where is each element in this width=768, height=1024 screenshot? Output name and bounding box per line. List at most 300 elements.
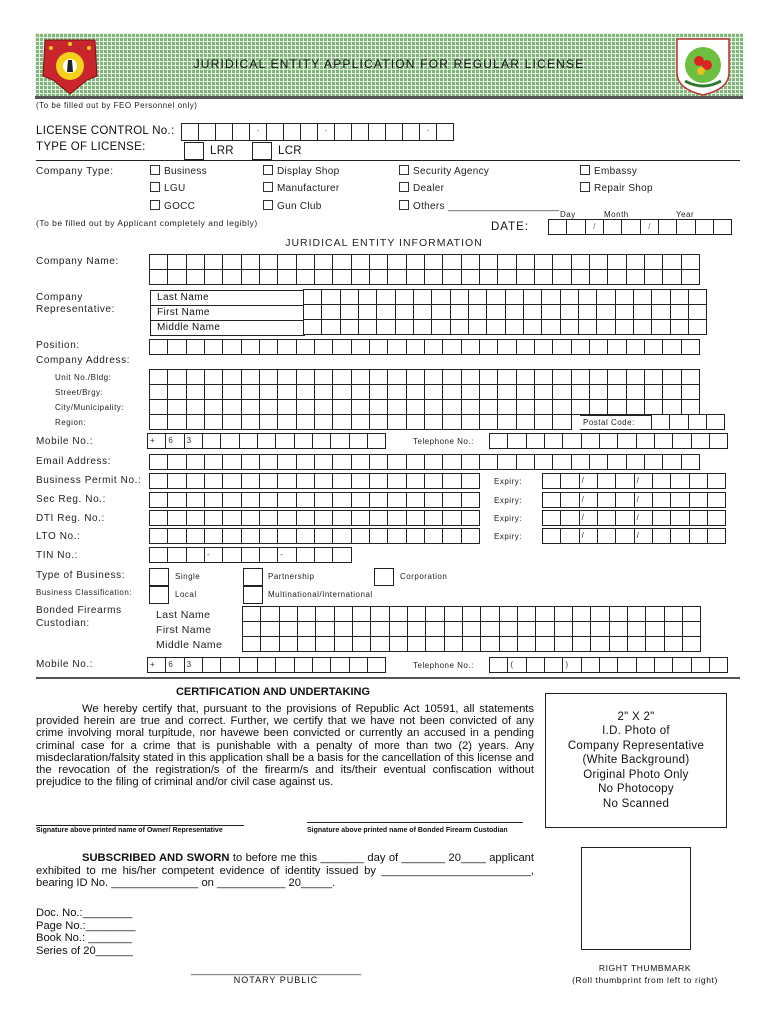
input-cell[interactable] <box>369 528 388 544</box>
input-cell[interactable] <box>489 657 508 673</box>
input-cell[interactable] <box>314 454 333 470</box>
input-cell[interactable] <box>709 657 728 673</box>
input-cell[interactable] <box>486 304 505 320</box>
input-cell[interactable]: - <box>204 547 223 563</box>
input-cell[interactable] <box>332 473 351 489</box>
input-cell[interactable] <box>636 657 655 673</box>
input-cell[interactable] <box>387 492 406 508</box>
input-cell[interactable] <box>314 369 333 385</box>
company-type-gocc[interactable]: GOCC <box>150 200 195 212</box>
input-cell[interactable] <box>442 384 461 400</box>
input-cell[interactable] <box>314 399 333 415</box>
input-cell[interactable] <box>352 621 371 637</box>
input-cell[interactable] <box>241 510 260 526</box>
input-cell[interactable] <box>204 510 223 526</box>
input-cell[interactable] <box>644 269 663 285</box>
input-cell[interactable] <box>589 454 608 470</box>
checkbox-icon[interactable] <box>399 200 409 210</box>
input-cell[interactable] <box>670 492 689 508</box>
input-cell[interactable] <box>480 636 499 652</box>
input-cell[interactable] <box>672 657 691 673</box>
input-cell[interactable] <box>351 339 370 355</box>
input-cell[interactable] <box>370 621 389 637</box>
input-cell[interactable] <box>424 384 443 400</box>
input-cell[interactable] <box>461 269 480 285</box>
input-cell[interactable] <box>259 528 278 544</box>
input-cell[interactable] <box>257 433 276 449</box>
input-cell[interactable] <box>167 339 186 355</box>
input-cell[interactable] <box>406 254 425 270</box>
input-cell[interactable] <box>186 269 205 285</box>
input-cell[interactable] <box>526 657 545 673</box>
input-cell[interactable] <box>294 433 313 449</box>
input-cell[interactable] <box>578 319 597 335</box>
input-cell[interactable] <box>222 547 241 563</box>
input-cell[interactable] <box>204 369 223 385</box>
input-cell[interactable] <box>259 547 278 563</box>
input-cell[interactable] <box>670 473 689 489</box>
input-cell[interactable] <box>607 369 626 385</box>
input-cell[interactable] <box>204 384 223 400</box>
input-cell[interactable] <box>599 657 618 673</box>
input-cell[interactable] <box>682 606 701 622</box>
checkbox-icon[interactable] <box>399 165 409 175</box>
company-type-security-agency[interactable]: Security Agency <box>399 165 489 177</box>
input-cell[interactable] <box>542 473 561 489</box>
input-cell[interactable] <box>259 384 278 400</box>
input-cell[interactable] <box>681 339 700 355</box>
input-cell[interactable] <box>259 454 278 470</box>
input-cell[interactable] <box>497 269 516 285</box>
input-cell[interactable] <box>352 606 371 622</box>
input-cell[interactable]: 3 <box>184 657 203 673</box>
input-cell[interactable] <box>450 289 469 305</box>
input-cell[interactable] <box>241 254 260 270</box>
input-cell[interactable] <box>407 636 426 652</box>
input-cell[interactable] <box>552 384 571 400</box>
input-cell[interactable] <box>560 473 579 489</box>
input-cell[interactable] <box>406 269 425 285</box>
company-name-input-line-2[interactable] <box>150 270 700 285</box>
input-cell[interactable] <box>571 269 590 285</box>
input-cell[interactable] <box>534 269 553 285</box>
input-cell[interactable] <box>706 414 725 430</box>
input-cell[interactable] <box>296 492 315 508</box>
input-cell[interactable] <box>186 492 205 508</box>
input-cell[interactable] <box>505 304 524 320</box>
input-cell[interactable] <box>571 369 590 385</box>
telephone-input[interactable] <box>490 434 728 449</box>
input-cell[interactable] <box>541 289 560 305</box>
input-cell[interactable] <box>424 454 443 470</box>
input-cell[interactable] <box>599 433 618 449</box>
input-cell[interactable] <box>406 510 425 526</box>
input-cell[interactable] <box>204 528 223 544</box>
input-cell[interactable] <box>242 636 261 652</box>
input-cell[interactable] <box>370 606 389 622</box>
input-cell[interactable] <box>691 433 710 449</box>
input-cell[interactable]: / <box>634 473 653 489</box>
input-cell[interactable] <box>321 289 340 305</box>
input-cell[interactable] <box>222 528 241 544</box>
input-cell[interactable] <box>505 289 524 305</box>
input-cell[interactable] <box>389 636 408 652</box>
input-cell[interactable] <box>554 606 573 622</box>
input-cell[interactable] <box>277 399 296 415</box>
input-cell[interactable] <box>615 510 634 526</box>
input-cell[interactable] <box>334 606 353 622</box>
input-cell[interactable] <box>204 339 223 355</box>
input-cell[interactable] <box>149 510 168 526</box>
input-cell[interactable] <box>534 454 553 470</box>
input-cell[interactable] <box>560 510 579 526</box>
input-cell[interactable] <box>369 269 388 285</box>
input-cell[interactable] <box>369 473 388 489</box>
input-cell[interactable] <box>259 492 278 508</box>
input-cell[interactable] <box>275 657 294 673</box>
input-cell[interactable] <box>406 454 425 470</box>
input-cell[interactable] <box>461 339 480 355</box>
input-cell[interactable] <box>589 384 608 400</box>
license-control-input[interactable]: - - - <box>182 124 454 141</box>
input-cell[interactable]: / <box>579 492 598 508</box>
input-cell[interactable]: 6 <box>165 657 184 673</box>
input-cell[interactable] <box>651 414 670 430</box>
input-cell[interactable] <box>626 369 645 385</box>
input-cell[interactable] <box>689 510 708 526</box>
input-cell[interactable] <box>332 384 351 400</box>
input-cell[interactable] <box>424 269 443 285</box>
input-cell[interactable] <box>222 254 241 270</box>
input-cell[interactable] <box>462 636 481 652</box>
input-cell[interactable] <box>480 606 499 622</box>
input-cell[interactable] <box>406 473 425 489</box>
input-cell[interactable] <box>682 636 701 652</box>
position-input[interactable] <box>150 340 700 355</box>
input-cell[interactable] <box>499 621 518 637</box>
partnership-checkbox[interactable] <box>243 568 263 586</box>
multinational-checkbox[interactable] <box>243 586 263 604</box>
input-cell[interactable] <box>186 528 205 544</box>
input-cell[interactable] <box>149 399 168 415</box>
input-cell[interactable] <box>297 636 316 652</box>
input-cell[interactable] <box>321 304 340 320</box>
input-cell[interactable] <box>523 289 542 305</box>
input-cell[interactable] <box>431 304 450 320</box>
input-cell[interactable] <box>260 636 279 652</box>
input-cell[interactable] <box>560 528 579 544</box>
checkbox-icon[interactable] <box>399 182 409 192</box>
input-cell[interactable] <box>167 399 186 415</box>
input-cell[interactable] <box>461 369 480 385</box>
input-cell[interactable] <box>369 339 388 355</box>
input-cell[interactable] <box>241 369 260 385</box>
input-cell[interactable] <box>332 492 351 508</box>
input-cell[interactable] <box>644 254 663 270</box>
input-cell[interactable] <box>562 433 581 449</box>
input-cell[interactable] <box>332 547 351 563</box>
input-cell[interactable] <box>351 384 370 400</box>
input-cell[interactable] <box>222 414 241 430</box>
input-cell[interactable] <box>186 414 205 430</box>
input-cell[interactable] <box>204 414 223 430</box>
input-cell[interactable] <box>442 254 461 270</box>
input-cell[interactable] <box>424 399 443 415</box>
input-cell[interactable] <box>560 492 579 508</box>
input-cell[interactable] <box>259 473 278 489</box>
input-cell[interactable] <box>296 528 315 544</box>
input-cell[interactable] <box>609 621 628 637</box>
input-cell[interactable] <box>516 414 535 430</box>
input-cell[interactable] <box>351 454 370 470</box>
input-cell[interactable]: 6 <box>165 433 184 449</box>
input-cell[interactable] <box>296 254 315 270</box>
input-cell[interactable] <box>149 414 168 430</box>
input-cell[interactable] <box>688 414 707 430</box>
input-cell[interactable] <box>516 384 535 400</box>
custodian-first-name-input[interactable] <box>243 622 701 637</box>
input-cell[interactable] <box>644 369 663 385</box>
input-cell[interactable] <box>413 319 432 335</box>
input-cell[interactable] <box>358 319 377 335</box>
input-cell[interactable] <box>406 339 425 355</box>
input-cell[interactable] <box>279 621 298 637</box>
input-cell[interactable] <box>542 492 561 508</box>
input-cell[interactable] <box>462 606 481 622</box>
input-cell[interactable] <box>450 304 469 320</box>
input-cell[interactable] <box>651 319 670 335</box>
input-cell[interactable] <box>351 399 370 415</box>
input-cell[interactable] <box>662 254 681 270</box>
input-cell[interactable] <box>340 319 359 335</box>
dti-reg-input[interactable] <box>150 511 480 526</box>
input-cell[interactable] <box>596 304 615 320</box>
input-cell[interactable] <box>315 606 334 622</box>
input-cell[interactable] <box>314 528 333 544</box>
input-cell[interactable] <box>167 369 186 385</box>
input-cell[interactable] <box>376 319 395 335</box>
input-cell[interactable] <box>387 369 406 385</box>
input-cell[interactable] <box>389 606 408 622</box>
input-cell[interactable]: / <box>634 510 653 526</box>
input-cell[interactable] <box>186 369 205 385</box>
input-cell[interactable] <box>597 473 616 489</box>
input-cell[interactable] <box>314 384 333 400</box>
input-cell[interactable] <box>395 304 414 320</box>
input-cell[interactable] <box>296 269 315 285</box>
input-cell[interactable] <box>596 319 615 335</box>
input-cell[interactable] <box>186 473 205 489</box>
input-cell[interactable] <box>376 289 395 305</box>
input-cell[interactable] <box>413 289 432 305</box>
input-cell[interactable] <box>461 510 480 526</box>
input-cell[interactable] <box>204 492 223 508</box>
input-cell[interactable] <box>260 621 279 637</box>
input-cell[interactable] <box>332 414 351 430</box>
input-cell[interactable] <box>296 473 315 489</box>
input-cell[interactable] <box>241 384 260 400</box>
input-cell[interactable] <box>479 369 498 385</box>
checkbox-icon[interactable] <box>263 165 273 175</box>
input-cell[interactable] <box>662 369 681 385</box>
input-cell[interactable] <box>560 289 579 305</box>
input-cell[interactable] <box>349 657 368 673</box>
input-cell[interactable] <box>707 510 726 526</box>
input-cell[interactable] <box>406 399 425 415</box>
input-cell[interactable] <box>544 657 563 673</box>
checkbox-icon[interactable] <box>263 182 273 192</box>
input-cell[interactable] <box>442 414 461 430</box>
input-cell[interactable] <box>424 254 443 270</box>
input-cell[interactable]: ( <box>507 657 526 673</box>
input-cell[interactable] <box>277 414 296 430</box>
input-cell[interactable] <box>257 657 276 673</box>
input-cell[interactable] <box>369 369 388 385</box>
input-cell[interactable] <box>534 254 553 270</box>
input-cell[interactable] <box>358 304 377 320</box>
input-cell[interactable] <box>651 289 670 305</box>
input-cell[interactable] <box>664 621 683 637</box>
company-type-dealer[interactable]: Dealer <box>399 182 444 194</box>
input-cell[interactable] <box>351 269 370 285</box>
input-cell[interactable] <box>670 510 689 526</box>
input-cell[interactable] <box>442 399 461 415</box>
input-cell[interactable] <box>334 621 353 637</box>
input-cell[interactable] <box>572 636 591 652</box>
input-cell[interactable] <box>351 528 370 544</box>
company-type-others[interactable]: Others ___________________ <box>399 200 559 212</box>
input-cell[interactable] <box>442 528 461 544</box>
input-cell[interactable] <box>552 269 571 285</box>
input-cell[interactable] <box>662 339 681 355</box>
input-cell[interactable]: / <box>634 492 653 508</box>
input-cell[interactable] <box>149 384 168 400</box>
input-cell[interactable] <box>259 369 278 385</box>
input-cell[interactable] <box>617 657 636 673</box>
input-cell[interactable] <box>167 269 186 285</box>
input-cell[interactable] <box>617 433 636 449</box>
sec-expiry-input[interactable] <box>543 493 726 508</box>
input-cell[interactable] <box>554 621 573 637</box>
input-cell[interactable] <box>461 254 480 270</box>
input-cell[interactable] <box>497 369 516 385</box>
input-cell[interactable]: / <box>634 528 653 544</box>
input-cell[interactable] <box>332 339 351 355</box>
input-cell[interactable] <box>654 657 673 673</box>
input-cell[interactable] <box>497 384 516 400</box>
input-cell[interactable] <box>242 606 261 622</box>
input-cell[interactable] <box>204 254 223 270</box>
input-cell[interactable] <box>461 384 480 400</box>
input-cell[interactable] <box>149 473 168 489</box>
input-cell[interactable] <box>241 473 260 489</box>
input-cell[interactable] <box>633 289 652 305</box>
input-cell[interactable] <box>424 492 443 508</box>
input-cell[interactable] <box>297 606 316 622</box>
input-cell[interactable] <box>461 414 480 430</box>
input-cell[interactable] <box>499 636 518 652</box>
input-cell[interactable] <box>321 319 340 335</box>
checkbox-icon[interactable] <box>580 165 590 175</box>
input-cell[interactable] <box>479 384 498 400</box>
input-cell[interactable] <box>367 657 386 673</box>
input-cell[interactable] <box>220 433 239 449</box>
input-cell[interactable] <box>607 254 626 270</box>
input-cell[interactable] <box>222 369 241 385</box>
input-cell[interactable] <box>222 269 241 285</box>
input-cell[interactable] <box>442 454 461 470</box>
checkbox-icon[interactable] <box>263 200 273 210</box>
input-cell[interactable] <box>425 606 444 622</box>
input-cell[interactable] <box>626 269 645 285</box>
input-cell[interactable] <box>406 414 425 430</box>
company-type-repair-shop[interactable]: Repair Shop <box>580 182 653 194</box>
input-cell[interactable] <box>589 254 608 270</box>
input-cell[interactable] <box>297 621 316 637</box>
input-cell[interactable] <box>517 621 536 637</box>
input-cell[interactable] <box>222 384 241 400</box>
corporation-checkbox[interactable] <box>374 568 394 586</box>
input-cell[interactable] <box>552 454 571 470</box>
input-cell[interactable] <box>303 304 322 320</box>
checkbox-icon[interactable] <box>150 182 160 192</box>
company-type-display-shop[interactable]: Display Shop <box>263 165 340 177</box>
input-cell[interactable] <box>450 319 469 335</box>
input-cell[interactable] <box>315 621 334 637</box>
input-cell[interactable] <box>516 269 535 285</box>
input-cell[interactable] <box>589 369 608 385</box>
input-cell[interactable] <box>688 304 707 320</box>
company-name-input-line-1[interactable] <box>150 255 700 270</box>
input-cell[interactable] <box>241 414 260 430</box>
checkbox-icon[interactable] <box>150 165 160 175</box>
input-cell[interactable] <box>167 528 186 544</box>
input-cell[interactable] <box>241 528 260 544</box>
input-cell[interactable] <box>370 636 389 652</box>
input-cell[interactable] <box>442 492 461 508</box>
input-cell[interactable] <box>689 528 708 544</box>
tin-input[interactable] <box>150 548 352 563</box>
input-cell[interactable] <box>615 289 634 305</box>
input-cell[interactable] <box>424 339 443 355</box>
input-cell[interactable] <box>479 414 498 430</box>
input-cell[interactable] <box>652 473 671 489</box>
input-cell[interactable] <box>497 399 516 415</box>
input-cell[interactable] <box>442 473 461 489</box>
input-cell[interactable]: + <box>147 433 166 449</box>
input-cell[interactable] <box>645 636 664 652</box>
lcr-checkbox[interactable] <box>252 142 272 160</box>
input-cell[interactable] <box>479 339 498 355</box>
input-cell[interactable] <box>167 492 186 508</box>
input-cell[interactable] <box>633 319 652 335</box>
input-cell[interactable] <box>480 621 499 637</box>
input-cell[interactable] <box>259 339 278 355</box>
input-cell[interactable] <box>406 492 425 508</box>
input-cell[interactable] <box>688 319 707 335</box>
input-cell[interactable] <box>332 510 351 526</box>
custodian-last-name-input[interactable] <box>243 607 701 622</box>
input-cell[interactable] <box>672 433 691 449</box>
input-cell[interactable] <box>149 454 168 470</box>
input-cell[interactable] <box>479 399 498 415</box>
input-cell[interactable] <box>167 414 186 430</box>
input-cell[interactable] <box>340 289 359 305</box>
input-cell[interactable] <box>535 636 554 652</box>
input-cell[interactable] <box>387 510 406 526</box>
input-cell[interactable] <box>516 369 535 385</box>
input-cell[interactable] <box>314 473 333 489</box>
